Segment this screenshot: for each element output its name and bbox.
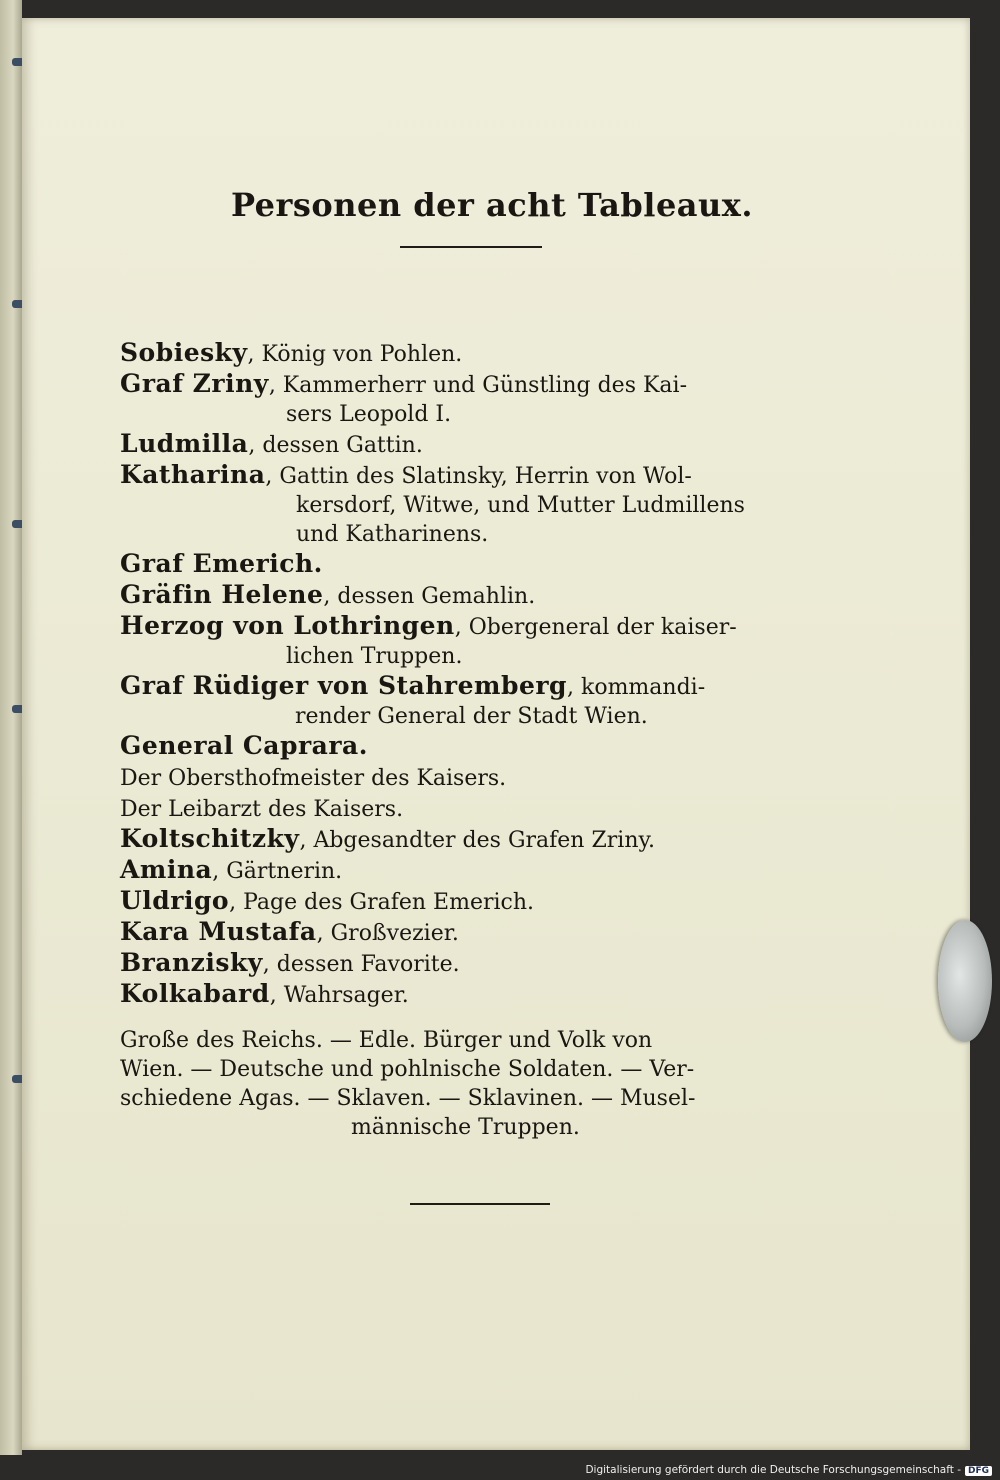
dfg-logo: DFG xyxy=(965,1466,992,1476)
cast-entry: Der Obersthofmeister des Kaisers. xyxy=(120,766,507,791)
cast-entry: Ludmilla, dessen Gattin. xyxy=(120,429,423,458)
cast-entry: Kara Mustafa, Großvezier. xyxy=(120,917,459,946)
cast-entry: Uldrigo, Page des Grafen Emerich. xyxy=(120,886,535,915)
closing-rule xyxy=(410,1203,550,1205)
cast-entry: Der Leibarzt des Kaisers. xyxy=(120,797,404,822)
title-rule xyxy=(400,246,542,248)
extras-line: schiedene Agas. — Sklaven. — Sklavinen. — Musel- xyxy=(120,1086,696,1111)
cast-entry: Katharina, Gattin des Slatinsky, Herrin von Wol- kersdorf, Witwe, und Mutter Ludmillens und Katharinens. xyxy=(120,460,745,547)
cast-entry: Branzisky, dessen Favorite. xyxy=(120,948,460,977)
extras-line: männische Truppen. xyxy=(351,1115,580,1140)
cast-entry: Herzog von Lothringen, Obergeneral der kaiser- lichen Truppen. xyxy=(120,611,737,669)
cast-list xyxy=(120,338,820,1010)
cast-entry: Graf Zriny, Kammerherr und Günstling des Kai- sers Leopold I. xyxy=(120,369,688,427)
page-thumb-tab xyxy=(938,920,992,1042)
cast-entry: Sobiesky, König von Pohlen. xyxy=(120,338,463,367)
cast-entry: Koltschitzky, Abgesandter des Grafen Zriny. xyxy=(120,824,655,853)
cast-entry: Graf Rüdiger von Stahremberg, kommandi- render General der Stadt Wien. xyxy=(120,671,706,729)
cast-entry: Amina, Gärtnerin. xyxy=(120,855,343,884)
cast-entry: Gräfin Helene, dessen Gemahlin. xyxy=(120,580,536,609)
extras-line: Große des Reichs. — Edle. Bürger und Volk von xyxy=(120,1028,653,1053)
book-binding xyxy=(0,0,22,1455)
cast-entry: General Caprara. xyxy=(120,731,368,760)
extras-line: Wien. — Deutsche und pohlnische Soldaten. — Ver- xyxy=(120,1057,695,1082)
cast-entry: Kolkabard, Wahrsager. xyxy=(120,979,409,1008)
extras-paragraph xyxy=(120,1026,820,1142)
cast-entry: Graf Emerich. xyxy=(120,549,323,578)
book-page xyxy=(22,18,970,1450)
page-title: Personen der acht Tableaux. xyxy=(230,186,754,224)
digitization-credit: Digitalisierung gefördert durch die Deutsche Forschungsgemeinschaft - DFG xyxy=(585,1464,992,1476)
